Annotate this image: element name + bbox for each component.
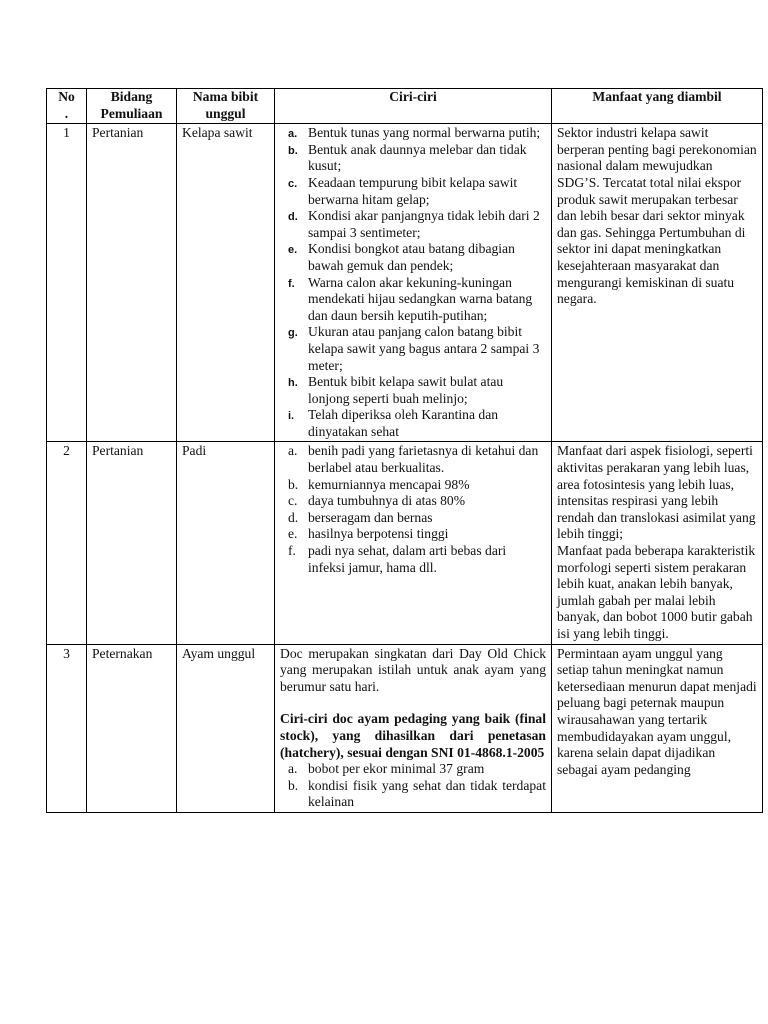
row-manfaat: Sektor industri kelapa sawit berperan penting bagi perekonomian nasional dalam mewujudkan SDG’S. Tercatat total nilai ekspor produk sawit merupakan terbesar dan lebih besar dari sektor minyak dan gas. Sehingga Pertumbuhan di sektor ini dapat meningkatkan kesejahteraan masyarakat dan mengurangi kemiskinan di suatu negara. (552, 124, 763, 442)
header-nama: Nama bibit unggul (177, 89, 275, 124)
header-no: No . (47, 89, 87, 124)
ciri-subheading: Ciri-ciri doc ayam pedaging yang baik (final stock), yang dihasilkan dari penetasan (hatchery), sesuai dengan SNI 01-4868.1-2005 (280, 711, 546, 760)
row-nama: Padi (177, 442, 275, 644)
list-item: a. bobot per ekor minimal 37 gram (288, 761, 485, 777)
list-item: g. Ukuran atau panjang calon batang bibit kelapa sawit yang bagus antara 2 sampai 3 meter; (288, 324, 540, 373)
ciri-list (280, 125, 546, 440)
manfaat-paragraph: Manfaat pada beberapa karakteristik morfologi seperti sistem perakaran lebih kuat, anakan lebih banyak, jumlah gabah per malai lebih banyak, dan bobot 1000 butir gabah isi yang lebih tinggi. (557, 543, 756, 641)
list-item: c. Keadaan tempurung bibit kelapa sawit berwarna hitam gelap; (288, 174, 518, 207)
row-nama: Ayam unggul (177, 644, 275, 812)
header-ciri: Ciri-ciri (275, 89, 552, 124)
table-row (47, 124, 763, 442)
table-row (47, 442, 763, 644)
list-item: b. kemurniannya mencapai 98% (288, 476, 470, 492)
table-header-row (47, 89, 763, 124)
row-no: 1 (47, 124, 87, 442)
list-item: e. Kondisi bongkot atau batang dibagian bawah gemuk dan pendek; (288, 241, 515, 273)
breeding-table (46, 88, 763, 813)
list-item: f. Warna calon akar kekuning-kuningan mendekati hijau sedangkan warna batang dan daun bersih keputih-putihan; (288, 274, 533, 323)
manfaat-paragraph: Manfaat dari aspek fisiologi, seperti aktivitas perakaran yang lebih luas, area fotosintesis yang lebih luas, intensitas respirasi yang lebih rendah dan translokasi asimilat yang lebih tinggi; (557, 443, 756, 542)
ciri-list (280, 761, 546, 811)
list-item: a. Bentuk tunas yang normal berwarna putih; (288, 125, 541, 141)
list-item: d. Kondisi akar panjangnya tidak lebih dari 2 sampai 3 sentimeter; (288, 208, 540, 240)
list-item: f. padi nya sehat, dalam arti bebas dari infeksi jamur, hama dll. (288, 543, 507, 575)
row-no: 2 (47, 442, 87, 644)
ciri-list (280, 443, 546, 576)
row-ciri (275, 644, 552, 812)
row-nama: Kelapa sawit (177, 124, 275, 442)
header-bidang: Bidang Pemuliaan (87, 89, 177, 124)
list-item: d. berseragam dan bernas (288, 509, 433, 525)
list-item: i. Telah diperiksa oleh Karantina dan dinyatakan sehat (288, 407, 499, 439)
ciri-intro: Doc merupakan singkatan dari Day Old Chick yang merupakan istilah untuk anak ayam yang berumur satu hari. (280, 645, 546, 694)
row-ciri (275, 124, 552, 442)
list-item: b. kondisi fisik yang sehat dan tidak terdapat kelainan (288, 777, 546, 810)
row-bidang: Peternakan (87, 644, 177, 812)
row-bidang: Pertanian (87, 442, 177, 644)
list-item: a. benih padi yang farietasnya di ketahui dan berlabel atau berkualitas. (288, 443, 539, 476)
list-item: e. hasilnya berpotensi tinggi (288, 526, 449, 542)
list-item: b. Bentuk anak daunnya melebar dan tidak kusut; (288, 141, 527, 174)
list-item: c. daya tumbuhnya di atas 80% (288, 493, 466, 509)
table-row (47, 644, 763, 812)
row-ciri (275, 442, 552, 644)
row-no: 3 (47, 644, 87, 812)
list-item: h. Bentuk bibit kelapa sawit bulat atau lonjong seperti buah melinjo; (288, 374, 504, 406)
row-manfaat: Permintaan ayam unggul yang setiap tahun meningkat namun ketersediaan menurun dapat menjadi peluang bagi peternak maupun wirausahawan yang tertarik membudidayakan ayam unggul, karena selain dapat dijadikan sebagai ayam pedanging (552, 644, 763, 812)
row-manfaat (552, 442, 763, 644)
header-manfaat: Manfaat yang diambil (552, 89, 763, 124)
row-bidang: Pertanian (87, 124, 177, 442)
